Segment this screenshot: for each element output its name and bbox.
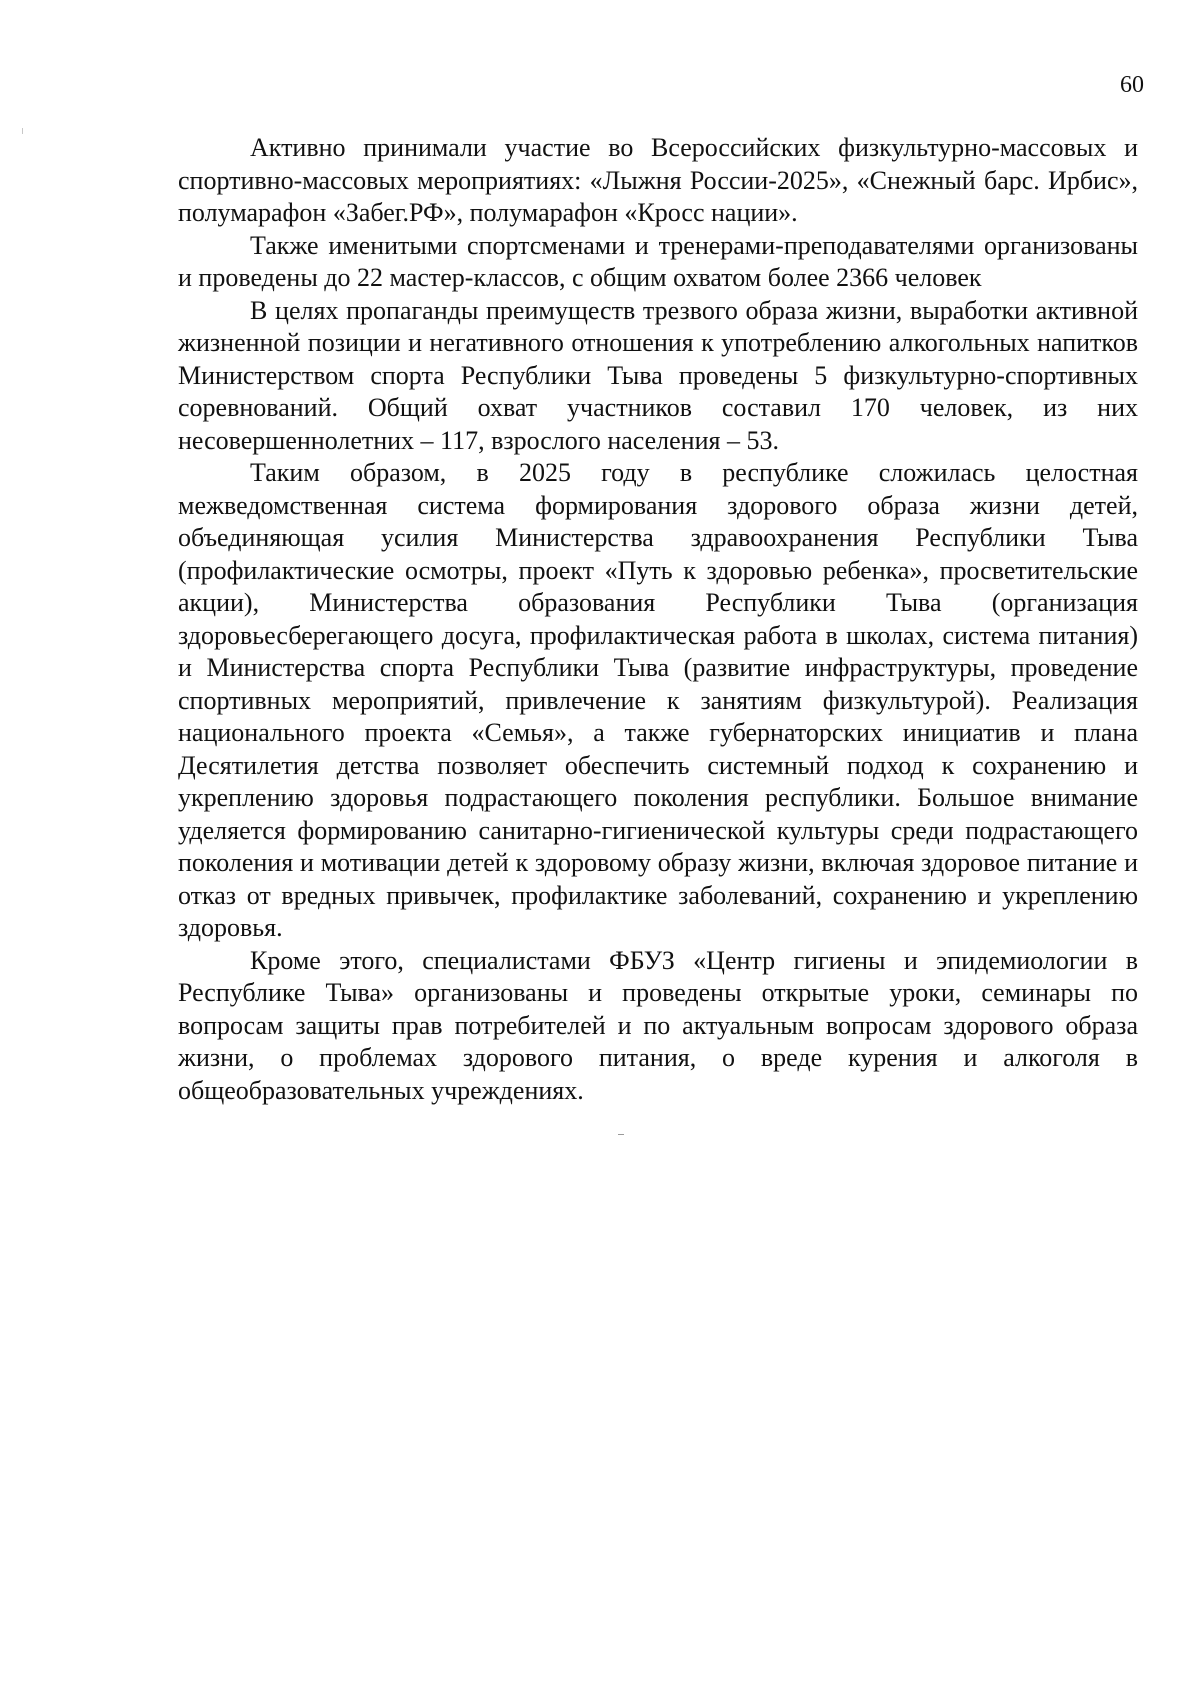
paragraph-master-classes: Также именитыми спортсменами и тренерами-преподавателями организованы и проведены до 22 мастер-классов, с общим охватом более 2366 человек [178,230,1138,292]
paragraph-sober-lifestyle: В целях пропаганды преимуществ трезвого образа жизни, выработки активной жизненной позиции и негативного отношения к употреблению алкогольных напитков Министерством спорта Республики Тыва проведены 5 физкультурно-спортивных соревнований. Общий охват участников составил 170 человек, из них несовершеннолетних – 117, взрослого населения – 53. [178,295,1138,455]
page-number: 60 [1120,72,1144,98]
document-body [178,132,1138,1107]
scan-speck [22,128,23,134]
scan-speck [618,1134,624,1135]
paragraph-interdepartmental-system: Таким образом, в 2025 году в республике сложилась целостная межведомственная система формирования здорового образа жизни детей, объединяющая усилия Министерства здравоохранения Республики Тыва (профилактические осмотры, проект «Путь к здоровью ребенка», просветительские акции), Министерства образования Республики Тыва (организация здоровьесберегающего досуга, профилактическая работа в школах, система питания) и Министерства спорта Республики Тыва (развитие инфраструктуры, проведение спортивных мероприятий, привлечение к занятиям физкультурой). Реализация национального проекта «Семья», а также губернаторских инициатив и плана Десятилетия детства позволяет обеспечить системный подход к сохранению и укреплению здоровья подрастающего поколения республики. Большое внимание уделяется формированию санитарно-гигиенической культуры среди подрастающего поколения и мотивации детей к здоровому образу жизни, включая здоровое питание и отказ от вредных привычек, профилактике заболеваний, сохранению и укреплению здоровья. [178,458,1138,942]
paragraph-sports-events: Активно принимали участие во Всероссийских физкультурно-массовых и спортивно-массовых мероприятиях: «Лыжня России-2025», «Снежный барс. Ирбис», полумарафон «Забег.РФ», полумарафон «Кросс нации». [178,133,1138,227]
paragraph-hygiene-center: Кроме этого, специалистами ФБУЗ «Центр гигиены и эпидемиологии в Республике Тыва» организованы и проведены открытые уроки, семинары по вопросам защиты прав потребителей и по актуальным вопросам здорового образа жизни, о проблемах здорового питания, о вреде курения и алкоголя в общеобразовательных учреждениях. [178,945,1138,1105]
